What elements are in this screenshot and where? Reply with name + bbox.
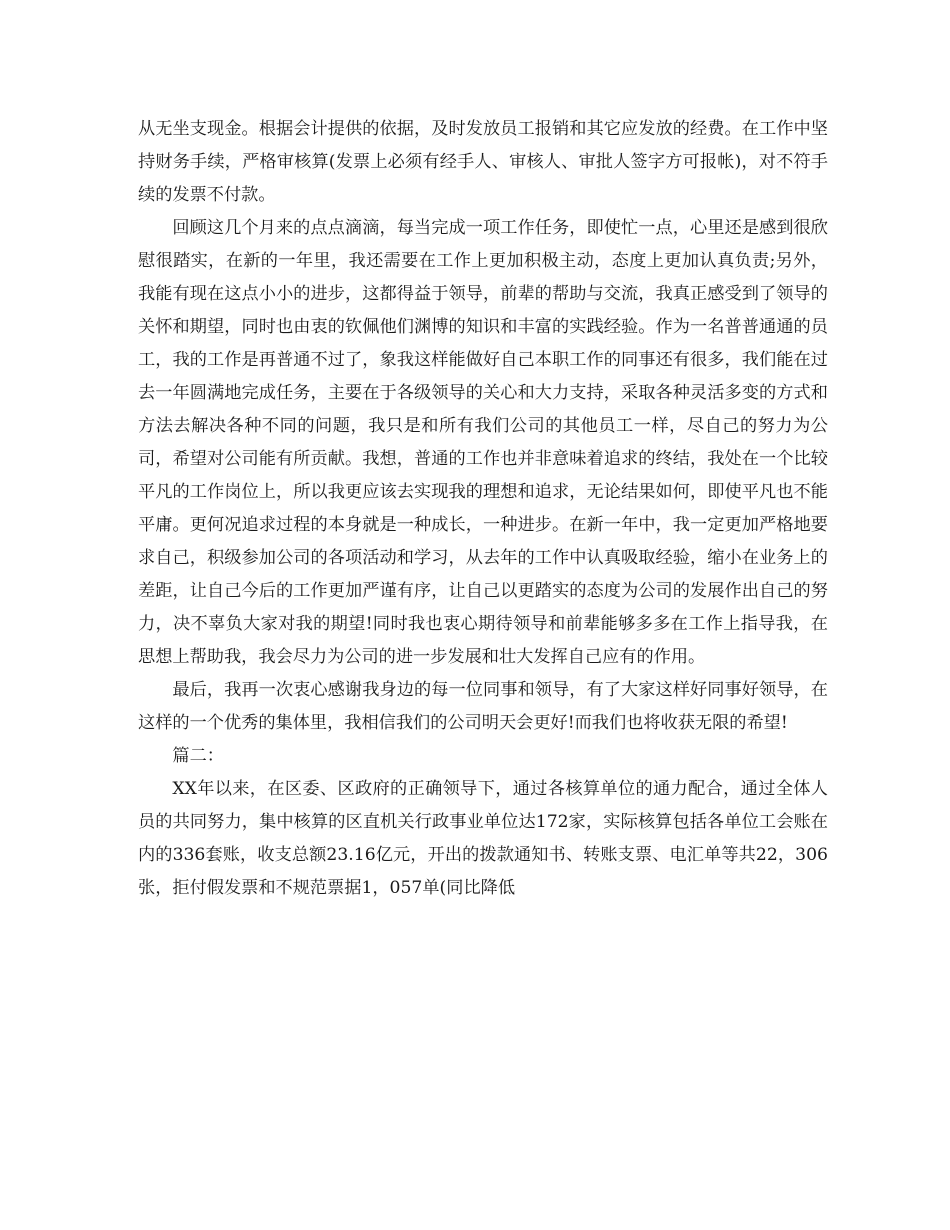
- paragraph-1: 从无坐支现金。根据会计提供的依据，及时发放员工报销和其它应发放的经费。在工作中坚持财务手续，严格审核算(发票上必须有经手人、审核人、审批人签字方可报帐)，对不符手续的发票不付款。: [138, 119, 828, 205]
- paragraph-2: 回顾这几个月来的点点滴滴，每当完成一项工作任务，即使忙一点，心里还是感到很欣慰很踏实，在新的一年里，我还需要在工作上更加积极主动，态度上更加认真负责;另外，我能有现在这点小小的进步，这都得益于领导，前辈的帮助与交流，我真正感受到了领导的关怀和期望，同时也由衷的钦佩他们渊博的知识和丰富的实践经验。作为一名普普通通的员工，我的工作是再普通不过了，象我这样能做好自己本职工作的同事还有很多，我们能在过去一年圆满地完成任务，主要在于各级领导的关心和大力支持，采取各种灵活多变的方式和方法去解决各种不同的问题，我只是和所有我们公司的其他员工一样，尽自己的努力为公司，希望对公司能有所贡献。我想，普通的工作也并非意味着追求的终结，我处在一个比较平凡的工作岗位上，所以我更应该去实现我的理想和追求，无论结果如何，即使平凡也不能平庸。更何况追求过程的本身就是一种成长，一种进步。在新一年中，我一定更加严格地要求自己，积级参加公司的各项活动和学习，从去年的工作中认真吸取经验，缩小在业务上的差距，让自己今后的工作更加严谨有序，让自己以更踏实的态度为公司的发展作出自己的努力，决不辜负大家对我的期望!同时我也衷心期待领导和前辈能够多多在工作上指导我，在思想上帮助我，我会尽力为公司的进一步发展和壮大发挥自己应有的作用。: [138, 218, 828, 667]
- paragraph-3: 最后，我再一次衷心感谢我身边的每一位同事和领导，有了大家这样好同事好领导，在这样的一个优秀的集体里，我相信我们的公司明天会更好!而我们也将收获无限的希望!: [138, 680, 828, 733]
- document-page: [138, 113, 828, 905]
- paragraph-4: XX年以来，在区委、区政府的正确领导下，通过各核算单位的通力配合，通过全体人员的共同努力，集中核算的区直机关行政事业单位达172家，实际核算包括各单位工会账在内的336套账，收支总额23.16亿元，开出的拨款通知书、转账支票、电汇单等共22，306张，拒付假发票和不规范票据1，057单(同比降低: [138, 779, 828, 898]
- section-heading: 篇二：: [172, 746, 224, 766]
